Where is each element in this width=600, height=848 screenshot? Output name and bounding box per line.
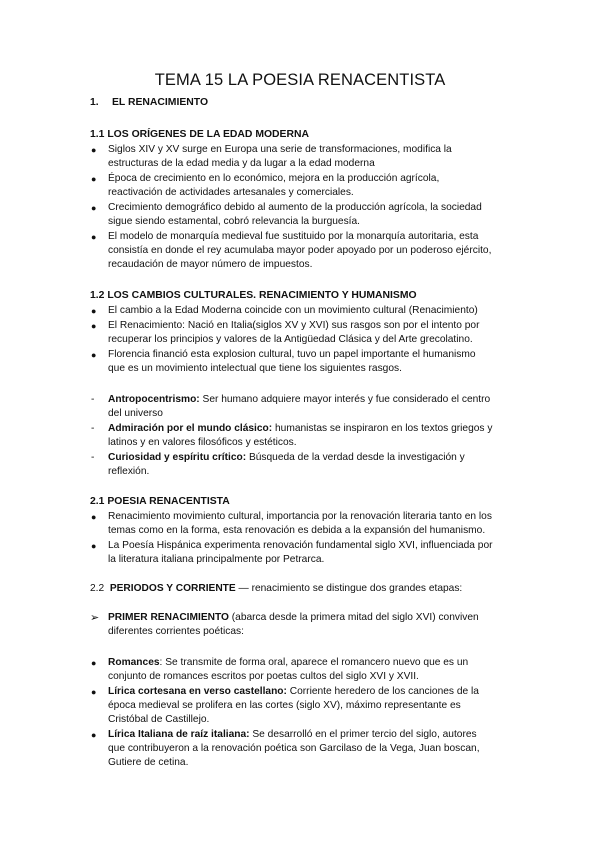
dash-icon: -	[91, 423, 95, 434]
bullet-icon: ●	[91, 687, 97, 697]
list-item: Crecimiento demográfico debido al aumento de la producción agrícola, la sociedad	[108, 202, 482, 213]
list-item: recuperar los principios y valores de la Antigüedad Clásica y del Arte grecolatino.	[108, 334, 473, 345]
section-1-1-heading: 1.1 LOS ORÍGENES DE LA EDAD MODERNA	[90, 129, 309, 140]
section-2-2-title: PERIODOS Y CORRIENTE	[109, 583, 236, 594]
list-item: temas como en la forma, esta renovación es debida a la expansión del humanismo.	[108, 525, 486, 536]
list-item: diferentes corrientes poéticas:	[108, 626, 244, 637]
list-item: que contribuyeron a la renovación poética son Garcilaso de la Vega, Juan boscan,	[108, 743, 480, 754]
section-1-number: 1.	[90, 97, 99, 108]
list-item: recaudación de mayor número de impuestos.	[108, 259, 313, 270]
list-item: que es un movimiento intelectual que tiene los siguientes rasgos.	[108, 363, 402, 374]
list-item	[108, 728, 477, 743]
list-item	[108, 451, 465, 466]
page-title: TEMA 15 LA POESIA RENACENTISTA	[154, 71, 446, 89]
term-label: Curiosidad y espíritu crítico:	[108, 452, 247, 463]
list-item: consistía en donde el rey acumulaba mayor poder apoyado por un poderoso ejército,	[108, 245, 492, 256]
list-item	[108, 685, 479, 700]
list-item: sigue siendo estamental, cobró relevancia la burguesía.	[108, 216, 361, 227]
bullet-icon: ●	[91, 350, 97, 360]
list-item: Renacimiento movimiento cultural, importancia por la renovación literaria tanto en los	[108, 511, 492, 522]
section-1-2-heading: 1.2 LOS CAMBIOS CULTURALES. RENACIMIENTO Y HUMANISMO	[90, 290, 417, 301]
bullet-icon: ●	[91, 541, 97, 551]
list-item: Época de crecimiento en lo económico, mejora en la producción agrícola,	[108, 173, 440, 184]
term-text: Corriente heredero de los canciones de la	[286, 686, 479, 697]
list-item: época medieval se prolifera en las cortes (siglo XV), máximo representante es	[108, 700, 461, 711]
section-2-2-rest: — renacimiento se distingue dos grandes etapas:	[235, 583, 463, 594]
section-1-heading: EL RENACIMIENTO	[112, 97, 209, 108]
term-text: Se desarrolló en el primer tercio del siglo, autores	[249, 729, 477, 740]
bullet-icon: ●	[91, 203, 97, 213]
list-item: estructuras de la edad media y da lugar a la edad moderna	[108, 158, 375, 169]
term-text: Búsqueda de la verdad desde la investigación y	[246, 452, 465, 463]
list-item: La Poesía Hispánica experimenta renovación fundamental siglo XVI, influenciada por	[108, 540, 493, 551]
list-item: reflexión.	[108, 466, 150, 477]
list-item	[108, 422, 492, 437]
term-label: Lírica Italiana de raíz italiana:	[108, 729, 250, 740]
term-label: Antropocentrismo:	[108, 394, 200, 405]
bullet-icon: ●	[91, 512, 97, 522]
term-text: (abarca desde la primera mitad del siglo XVI) conviven	[228, 612, 479, 623]
list-item: del universo	[108, 408, 163, 419]
dash-icon: -	[91, 394, 95, 405]
arrow-bullet-icon: ➢	[90, 612, 100, 624]
section-2-1-heading: 2.1 POESIA RENACENTISTA	[90, 496, 230, 507]
list-item	[108, 611, 479, 626]
bullet-icon: ●	[91, 145, 97, 155]
list-item	[108, 656, 468, 671]
bullet-icon: ●	[91, 174, 97, 184]
term-text: Ser humano adquiere mayor interés y fue considerado el centro	[199, 394, 491, 405]
list-item	[108, 393, 490, 408]
bullet-icon: ●	[91, 306, 97, 316]
bullet-icon: ●	[91, 730, 97, 740]
term-label: PRIMER RENACIMIENTO	[108, 612, 229, 623]
list-item: El Renacimiento: Nació en Italia(siglos XV y XVI) sus rasgos son por el intento por	[108, 320, 480, 331]
list-item: Siglos XIV y XV surge en Europa una serie de transformaciones, modifica la	[108, 144, 452, 155]
list-item: Florencia financió esta explosion cultural, tuvo un papel importante el humanismo	[108, 349, 476, 360]
list-item: El cambio a la Edad Moderna coincide con un movimiento cultural (Renacimiento)	[108, 305, 478, 316]
section-2-2-number: 2.2	[90, 583, 105, 594]
list-item: Cristóbal de Castillejo.	[108, 714, 210, 725]
list-item: reactivación de actividades artesanales y comerciales.	[108, 187, 354, 198]
term-label: Admiración por el mundo clásico:	[108, 423, 273, 434]
list-item: la literatura italiana principalmente por Petrarca.	[108, 554, 325, 565]
list-item: El modelo de monarquía medieval fue sustituido por la monarquía autoritaria, esta	[108, 231, 479, 242]
section-2-2-heading	[90, 582, 462, 597]
list-item: conjunto de romances escritos por poetas cultos del siglo XVI y XVII.	[108, 671, 419, 682]
bullet-icon: ●	[91, 232, 97, 242]
term-label: Romances	[108, 657, 160, 668]
bullet-icon: ●	[91, 321, 97, 331]
dash-icon: -	[91, 452, 95, 463]
bullet-icon: ●	[91, 658, 97, 668]
term-label: Lírica cortesana en verso castellano:	[108, 686, 287, 697]
list-item: latinos y en valores filosóficos y estéticos.	[108, 437, 297, 448]
term-text: : Se transmite de forma oral, aparece el romancero nuevo que es un	[159, 657, 469, 668]
term-text: humanistas se inspiraron en los textos griegos y	[272, 423, 493, 434]
list-item: Gutiere de cetina.	[108, 757, 189, 768]
